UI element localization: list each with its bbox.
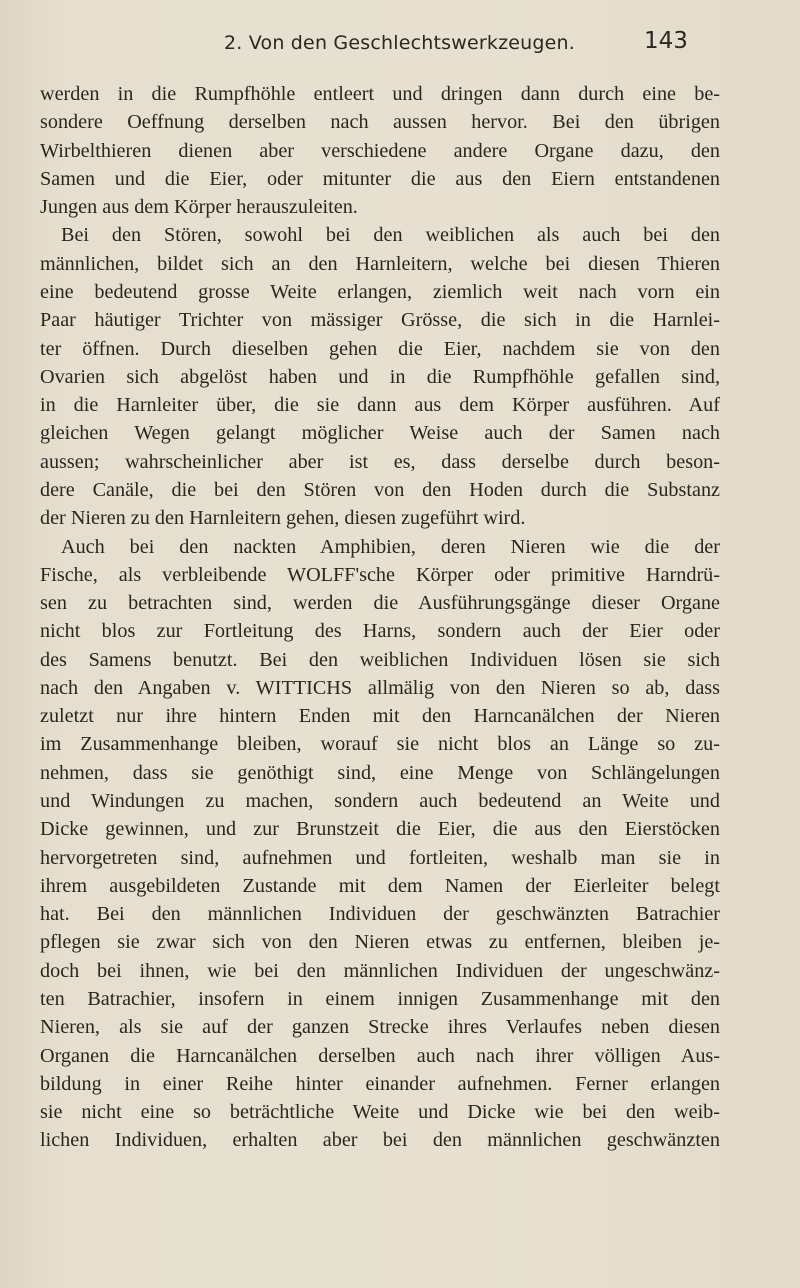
text-line: der Nieren zu den Harnleitern gehen, diesen zugeführt wird. [40,507,526,530]
running-head: 2. Von den Geschlechtswerkzeugen. [224,32,576,54]
text-line: Auch bei den nackten Amphibien, deren Nieren wie die der [61,535,720,558]
text-line: zuletzt nur ihre hintern Enden mit den Harncanälchen der Nieren [40,705,720,728]
text-line: doch bei ihnen, wie bei den männlichen Individuen der ungeschwänz- [40,959,720,982]
text-line: bildung in einer Reihe hinter einander aufnehmen. Ferner erlangen [40,1072,720,1095]
text-line: sen zu betrachten sind, werden die Ausführungsgänge dieser Organe [40,592,720,615]
text-line: nehmen, dass sie genöthigt sind, eine Menge von Schlängelungen [40,761,720,784]
text-line: Samen und die Eier, oder mitunter die aus den Eiern entstandenen [40,167,720,190]
text-line: eine bedeutend grosse Weite erlangen, ziemlich weit nach vorn ein [40,280,720,303]
text-line: des Samens benutzt. Bei den weiblichen Individuen lösen sie sich [40,648,720,671]
paragraph-3 [40,533,720,1155]
text-line: nach den Angaben v. WITTICHS allmälig von den Nieren so ab, dass [40,676,720,699]
body-text [40,80,720,1155]
text-line: Fische, als verbleibende WOLFF'sche Körper oder primitive Harndrü- [40,563,720,586]
text-line: Ovarien sich abgelöst haben und in die Rumpfhöhle gefallen sind, [40,365,720,388]
page-header [0,8,800,54]
text-line: Nieren, als sie auf der ganzen Strecke ihres Verlaufes neben diesen [40,1016,720,1039]
text-line: Dicke gewinnen, und zur Brunstzeit die Eier, die aus den Eierstöcken [40,818,720,841]
paragraph-1 [40,80,720,221]
text-line: ten Batrachier, insofern in einem innigen Zusammenhange mit den [40,988,720,1010]
page-number: 143 [644,28,688,54]
text-line: Paar häutiger Trichter von mässiger Grösse, die sich in die Harnlei- [40,309,720,332]
text-line: in die Harnleiter über, die sie dann aus dem Körper ausführen. Auf [40,394,720,417]
text-line: dere Canäle, die bei den Stören von den Hoden durch die Substanz [40,478,720,501]
text-line: sie nicht eine so beträchtliche Weite und Dicke wie bei den weib- [40,1101,720,1124]
text-line: nicht blos zur Fortleitung des Harns, sondern auch der Eier oder [40,620,720,643]
text-line: und Windungen zu machen, sondern auch bedeutend an Weite und [40,790,720,813]
text-line: werden in die Rumpfhöhle entleert und dringen dann durch eine be- [40,83,720,105]
text-line: sondere Oeffnung derselben nach aussen hervor. Bei den übrigen [40,111,720,134]
text-line: Wirbelthieren dienen aber verschiedene andere Organe dazu, den [40,139,720,162]
text-line: hat. Bei den männlichen Individuen der geschwänzten Batrachier [40,903,720,926]
text-line: Jungen aus dem Körper herauszuleiten. [40,196,358,219]
text-line: hervorgetreten sind, aufnehmen und fortleiten, weshalb man sie in [40,846,720,869]
text-line: Organen die Harncanälchen derselben auch nach ihrer völligen Aus- [40,1044,720,1067]
text-line: Bei den Stören, sowohl bei den weiblichen als auch bei den [61,224,720,247]
text-line: lichen Individuen, erhalten aber bei den männlichen geschwänzten [40,1129,720,1152]
paragraph-2 [40,221,720,532]
text-line: pflegen sie zwar sich von den Nieren etwas zu entfernen, bleiben je- [40,931,720,954]
text-line: im Zusammenhange bleiben, worauf sie nicht blos an Länge so zu- [40,733,720,756]
text-line: ter öffnen. Durch dieselben gehen die Eier, nachdem sie von den [40,337,720,360]
text-line: männlichen, bildet sich an den Harnleitern, welche bei diesen Thieren [40,252,720,275]
text-line: aussen; wahrscheinlicher aber ist es, dass derselbe durch beson- [40,450,720,473]
text-line: gleichen Wegen gelangt möglicher Weise auch der Samen nach [40,422,720,445]
text-line: ihrem ausgebildeten Zustande mit dem Namen der Eierleiter belegt [40,874,720,897]
